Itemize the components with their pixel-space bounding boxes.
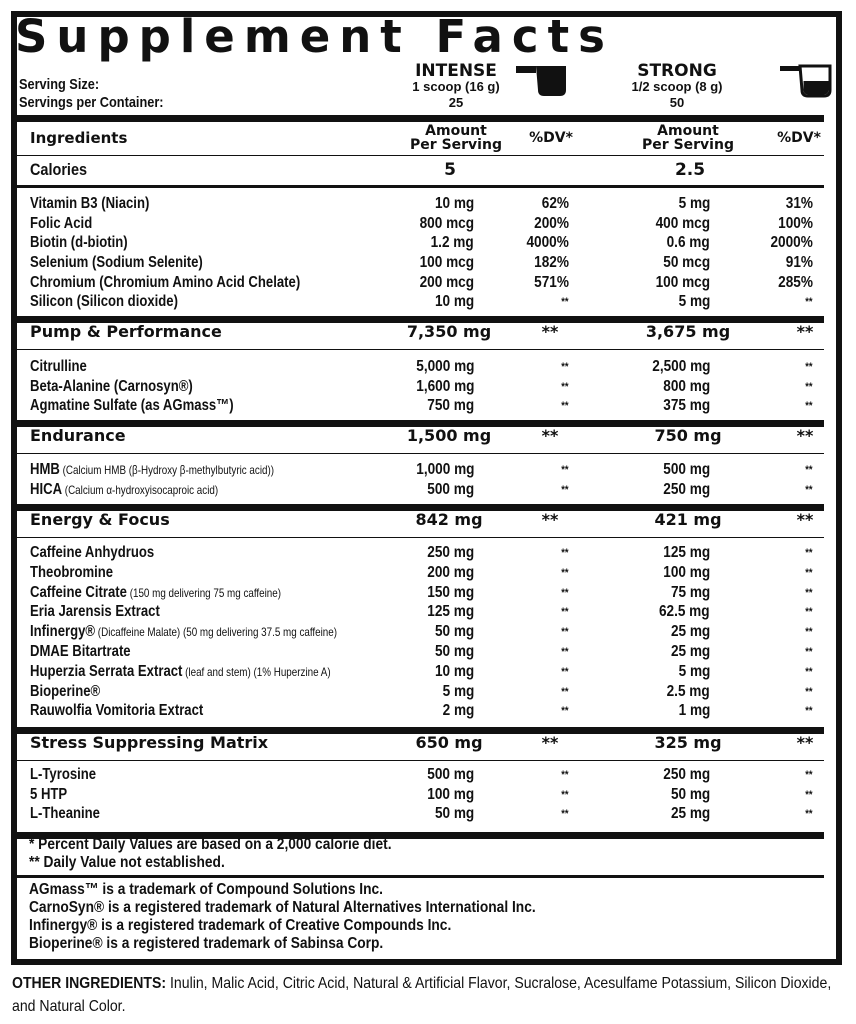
strong-amount: 5 mg <box>678 663 710 680</box>
intense-amount: 50 mg <box>434 623 474 640</box>
trademark-rule <box>17 875 824 878</box>
ingredient-name <box>30 622 337 642</box>
section-intense-dv: ** <box>541 733 559 752</box>
ingredient-row <box>0 214 856 234</box>
intense-dv: ** <box>561 464 569 476</box>
intense-dv: ** <box>561 484 569 496</box>
intense-amount: 200 mcg <box>419 274 474 291</box>
section-header <box>0 731 856 755</box>
trademark-bioperine: Bioperine® is a registered trademark of Sabinsa Corp. <box>29 935 384 952</box>
strong-dv: ** <box>805 666 813 678</box>
strong-dv: ** <box>805 808 813 820</box>
calories-intense: 5 <box>444 160 456 180</box>
section-name: Pump & Performance <box>30 322 222 341</box>
ingredient-label: Theobromine <box>30 564 114 581</box>
section-name: Stress Suppressing Matrix <box>30 733 269 752</box>
section-header <box>0 508 856 532</box>
ingredient-label: Agmatine Sulfate (as AGmass™) <box>30 397 234 414</box>
other-ingredients <box>12 972 848 1018</box>
intense-amount: 1,600 mg <box>415 378 474 395</box>
strong-amount: 2.5 mg <box>666 683 710 700</box>
strong-amount-header: Amount Per Serving <box>642 123 734 153</box>
calories-rule <box>17 185 824 188</box>
section-divider <box>17 760 824 761</box>
full-scoop-icon <box>516 64 568 98</box>
ingredient-label: Selenium (Sodium Selenite) <box>30 254 203 271</box>
ingredient-row <box>0 377 856 397</box>
half-scoop-icon <box>780 64 832 98</box>
strong-dv: ** <box>805 705 813 717</box>
ingredient-row <box>0 460 856 480</box>
intense-amount: 800 mcg <box>419 215 474 232</box>
ingredient-label: Vitamin B3 (Niacin) <box>30 195 150 212</box>
servings-per-container-label: Servings per Container: <box>19 94 164 111</box>
ingredient-name <box>30 357 87 377</box>
ingredient-label: Rauwolfia Vomitoria Extract <box>30 702 204 719</box>
intense-dv: ** <box>561 361 569 373</box>
ingredient-label: Caffeine Anhydruos <box>30 544 155 561</box>
strong-amount: 400 mcg <box>655 215 710 232</box>
ingredient-label: L-Theanine <box>30 805 100 822</box>
ingredient-name <box>30 377 193 397</box>
strong-amount: 25 mg <box>670 805 710 822</box>
strong-dv-header: %DV* <box>777 130 821 146</box>
intense-dv-header: %DV* <box>529 130 573 146</box>
footnote-not-established: ** Daily Value not established. <box>29 854 225 871</box>
section-strong-dv: ** <box>796 426 814 445</box>
intense-dv: ** <box>561 705 569 717</box>
intense-dv: 4000% <box>526 234 569 251</box>
intense-servings: 25 <box>448 95 464 110</box>
section-intense-amount: 842 mg <box>415 510 483 529</box>
ingredients-column-header: Ingredients <box>30 129 128 147</box>
strong-amount: 62.5 mg <box>659 603 710 620</box>
strong-dv: 91% <box>785 254 813 271</box>
ingredient-label: DMAE Bitartrate <box>30 643 131 660</box>
section-intense-amount: 1,500 mg <box>406 426 492 445</box>
strong-amount: 25 mg <box>670 643 710 660</box>
ingredient-row <box>0 563 856 583</box>
ingredient-name <box>30 804 100 824</box>
ingredient-name <box>30 273 300 293</box>
section-divider <box>17 349 824 350</box>
strong-amount: 5 mg <box>678 293 710 310</box>
column-header-rule <box>17 155 824 156</box>
section-strong-dv: ** <box>796 510 814 529</box>
section-strong-amount: 325 mg <box>654 733 722 752</box>
strong-amount: 125 mg <box>663 544 710 561</box>
ingredient-row <box>0 642 856 662</box>
strong-dv: ** <box>805 646 813 658</box>
ingredient-row <box>0 622 856 642</box>
section-strong-dv: ** <box>796 322 814 341</box>
ingredient-name <box>30 460 274 480</box>
intense-dv: ** <box>561 626 569 638</box>
intense-amount: 1,000 mg <box>415 461 474 478</box>
ingredient-label: Biotin (d-biotin) <box>30 234 128 251</box>
intense-dv: 62% <box>541 195 569 212</box>
intense-dv: ** <box>561 808 569 820</box>
intense-amount-header: Amount Per Serving <box>410 123 502 153</box>
ingredient-row <box>0 662 856 682</box>
ingredient-name <box>30 765 96 785</box>
intense-dv: ** <box>561 606 569 618</box>
strong-servings: 50 <box>669 95 685 110</box>
strong-amount: 75 mg <box>670 584 710 601</box>
intense-amount: 250 mg <box>427 544 474 561</box>
intense-amount: 50 mg <box>434 643 474 660</box>
intense-dv: 571% <box>534 274 569 291</box>
ingredient-label: Eria Jarensis Extract <box>30 603 160 620</box>
intense-dv: 200% <box>534 215 569 232</box>
other-ingredients-label: OTHER INGREDIENTS: <box>12 975 167 992</box>
intense-amount: 5,000 mg <box>415 358 474 375</box>
strong-amount: 25 mg <box>670 623 710 640</box>
strong-dv: ** <box>805 484 813 496</box>
intense-amount: 500 mg <box>427 766 474 783</box>
ingredient-name <box>30 480 218 500</box>
intense-dv: ** <box>561 789 569 801</box>
ingredient-note: (Calcium α-hydroxyisocaproic acid) <box>62 483 219 497</box>
ingredient-label: 5 HTP <box>30 786 68 803</box>
strong-amount: 800 mg <box>663 378 710 395</box>
section-header <box>0 320 856 344</box>
strong-title: STRONG <box>637 61 717 81</box>
section-intense-dv: ** <box>541 322 559 341</box>
intense-amount: 100 mg <box>427 786 474 803</box>
ingredient-row <box>0 804 856 824</box>
strong-amount: 100 mcg <box>655 274 710 291</box>
intense-dv: ** <box>561 686 569 698</box>
ingredient-label: HICA <box>30 481 63 498</box>
intense-dv: ** <box>561 769 569 781</box>
ingredient-name <box>30 785 67 805</box>
strong-dv: ** <box>805 547 813 559</box>
ingredient-name <box>30 642 131 662</box>
calories-label: Calories <box>30 160 88 179</box>
calories-row <box>0 157 856 183</box>
ingredient-name <box>30 253 203 273</box>
strong-dv: ** <box>805 381 813 393</box>
section-strong-dv: ** <box>796 733 814 752</box>
calories-strong: 2.5 <box>674 160 706 180</box>
ingredient-label: Huperzia Serrata Extract <box>30 663 183 680</box>
section-intense-dv: ** <box>541 510 559 529</box>
strong-dv: ** <box>805 296 813 308</box>
ingredient-label: Beta-Alanine (Carnosyn®) <box>30 378 193 395</box>
ingredient-label: L-Tyrosine <box>30 766 97 783</box>
strong-dv: ** <box>805 587 813 599</box>
ingredient-row <box>0 273 856 293</box>
strong-dv: 100% <box>778 215 813 232</box>
ingredient-label: Folic Acid <box>30 215 93 232</box>
ingredient-row <box>0 543 856 563</box>
section-name: Endurance <box>30 426 126 445</box>
ingredient-label: Caffeine Citrate <box>30 584 127 601</box>
strong-amount: 375 mg <box>663 397 710 414</box>
ingredient-name <box>30 396 234 416</box>
strong-dv: ** <box>805 606 813 618</box>
ingredient-row <box>0 785 856 805</box>
intense-title: INTENSE <box>415 61 497 81</box>
intense-serving-size: 1 scoop (16 g) <box>412 79 500 94</box>
intense-amount: 200 mg <box>427 564 474 581</box>
ingredient-row <box>0 682 856 702</box>
strong-dv: 2000% <box>770 234 813 251</box>
ingredient-note: (150 mg delivering 75 mg caffeine) <box>126 586 282 600</box>
intense-amount: 50 mg <box>434 805 474 822</box>
ingredient-name <box>30 701 203 721</box>
header-rule <box>17 115 824 122</box>
strong-amount: 500 mg <box>663 461 710 478</box>
ingredient-label: Citrulline <box>30 358 87 375</box>
ingredient-row <box>0 765 856 785</box>
intense-dv: ** <box>561 296 569 308</box>
section-intense-amount: 7,350 mg <box>406 322 492 341</box>
section-strong-amount: 3,675 mg <box>645 322 731 341</box>
strong-dv: 31% <box>785 195 813 212</box>
strong-dv: 285% <box>778 274 813 291</box>
strong-dv: ** <box>805 464 813 476</box>
intense-amount: 2 mg <box>442 702 474 719</box>
intense-amount: 10 mg <box>434 195 474 212</box>
strong-amount: 50 mg <box>670 786 710 803</box>
footnote-dv: * Percent Daily Values are based on a 2,000 calorie diet. <box>29 836 392 853</box>
strong-dv: ** <box>805 400 813 412</box>
intense-dv: ** <box>561 547 569 559</box>
intense-dv: 182% <box>534 254 569 271</box>
ingredient-label: Chromium (Chromium Amino Acid Chelate) <box>30 274 301 291</box>
intense-amount: 500 mg <box>427 481 474 498</box>
ingredient-label: Bioperine® <box>30 683 101 700</box>
intense-amount: 1.2 mg <box>430 234 474 251</box>
ingredient-row <box>0 253 856 273</box>
ingredient-name <box>30 563 113 583</box>
strong-dv: ** <box>805 361 813 373</box>
ingredient-label: HMB <box>30 461 60 478</box>
trademark-carnosyn: CarnoSyn® is a registered trademark of Natural Alternatives International Inc. <box>29 899 536 916</box>
ingredient-row <box>0 233 856 253</box>
strong-dv: ** <box>805 769 813 781</box>
ingredient-row <box>0 194 856 214</box>
ingredient-name <box>30 543 154 563</box>
ingredient-note: (leaf and stem) (1% Huperzine A) <box>182 665 331 679</box>
ingredient-row <box>0 480 856 500</box>
intense-dv: ** <box>561 567 569 579</box>
strong-dv: ** <box>805 789 813 801</box>
strong-amount: 5 mg <box>678 195 710 212</box>
other-ingredients-text: Inulin, Malic Acid, Citric Acid, Natural & Artificial Flavor, Sucralose, Acesulfame Potassium, Silicon Dioxide, and Natural Color. <box>12 975 832 1015</box>
intense-dv: ** <box>561 381 569 393</box>
trademark-infinergy: Infinergy® is a registered trademark of Creative Compounds Inc. <box>29 917 452 934</box>
strong-amount: 250 mg <box>663 766 710 783</box>
strong-dv: ** <box>805 686 813 698</box>
ingredient-row <box>0 602 856 622</box>
ingredient-label: Silicon (Silicon dioxide) <box>30 293 178 310</box>
intense-amount: 750 mg <box>427 397 474 414</box>
strong-amount: 1 mg <box>678 702 710 719</box>
ingredient-row <box>0 701 856 721</box>
section-strong-amount: 750 mg <box>654 426 722 445</box>
section-header <box>0 424 856 448</box>
strong-amount: 2,500 mg <box>651 358 710 375</box>
intense-dv: ** <box>561 666 569 678</box>
strong-amount: 250 mg <box>663 481 710 498</box>
section-name: Energy & Focus <box>30 510 170 529</box>
strong-serving-size: 1/2 scoop (8 g) <box>631 79 723 94</box>
section-strong-amount: 421 mg <box>654 510 722 529</box>
ingredient-row <box>0 357 856 377</box>
section-intense-amount: 650 mg <box>415 733 483 752</box>
ingredient-note: (Calcium HMB (β-Hydroxy β-methylbutyric acid)) <box>59 463 275 477</box>
trademark-agmass: AGmass™ is a trademark of Compound Solutions Inc. <box>29 881 383 898</box>
intense-dv: ** <box>561 400 569 412</box>
ingredient-row <box>0 396 856 416</box>
ingredient-note: (Dicaffeine Malate) (50 mg delivering 37.5 mg caffeine) <box>95 625 338 639</box>
ingredient-name <box>30 214 92 234</box>
strong-amount: 50 mcg <box>663 254 710 271</box>
serving-size-label: Serving Size: <box>19 76 100 93</box>
ingredient-name <box>30 583 281 603</box>
ingredient-name <box>30 292 178 312</box>
section-divider <box>17 453 824 454</box>
ingredient-label: Infinergy® <box>30 623 96 640</box>
strong-dv: ** <box>805 626 813 638</box>
ingredient-name <box>30 682 100 702</box>
section-divider <box>17 537 824 538</box>
strong-dv: ** <box>805 567 813 579</box>
intense-dv: ** <box>561 646 569 658</box>
section-intense-dv: ** <box>541 426 559 445</box>
strong-amount: 100 mg <box>663 564 710 581</box>
ingredient-name <box>30 602 160 622</box>
intense-amount: 10 mg <box>434 293 474 310</box>
intense-amount: 125 mg <box>427 603 474 620</box>
strong-amount: 0.6 mg <box>666 234 710 251</box>
intense-amount: 150 mg <box>427 584 474 601</box>
ingredient-name <box>30 233 128 253</box>
intense-dv: ** <box>561 587 569 599</box>
ingredient-row <box>0 583 856 603</box>
ingredient-name <box>30 194 149 214</box>
intense-amount: 100 mcg <box>419 254 474 271</box>
intense-amount: 10 mg <box>434 663 474 680</box>
intense-amount: 5 mg <box>442 683 474 700</box>
ingredient-name <box>30 662 331 682</box>
ingredient-row <box>0 292 856 312</box>
panel-title: Supplement Facts <box>15 10 614 63</box>
